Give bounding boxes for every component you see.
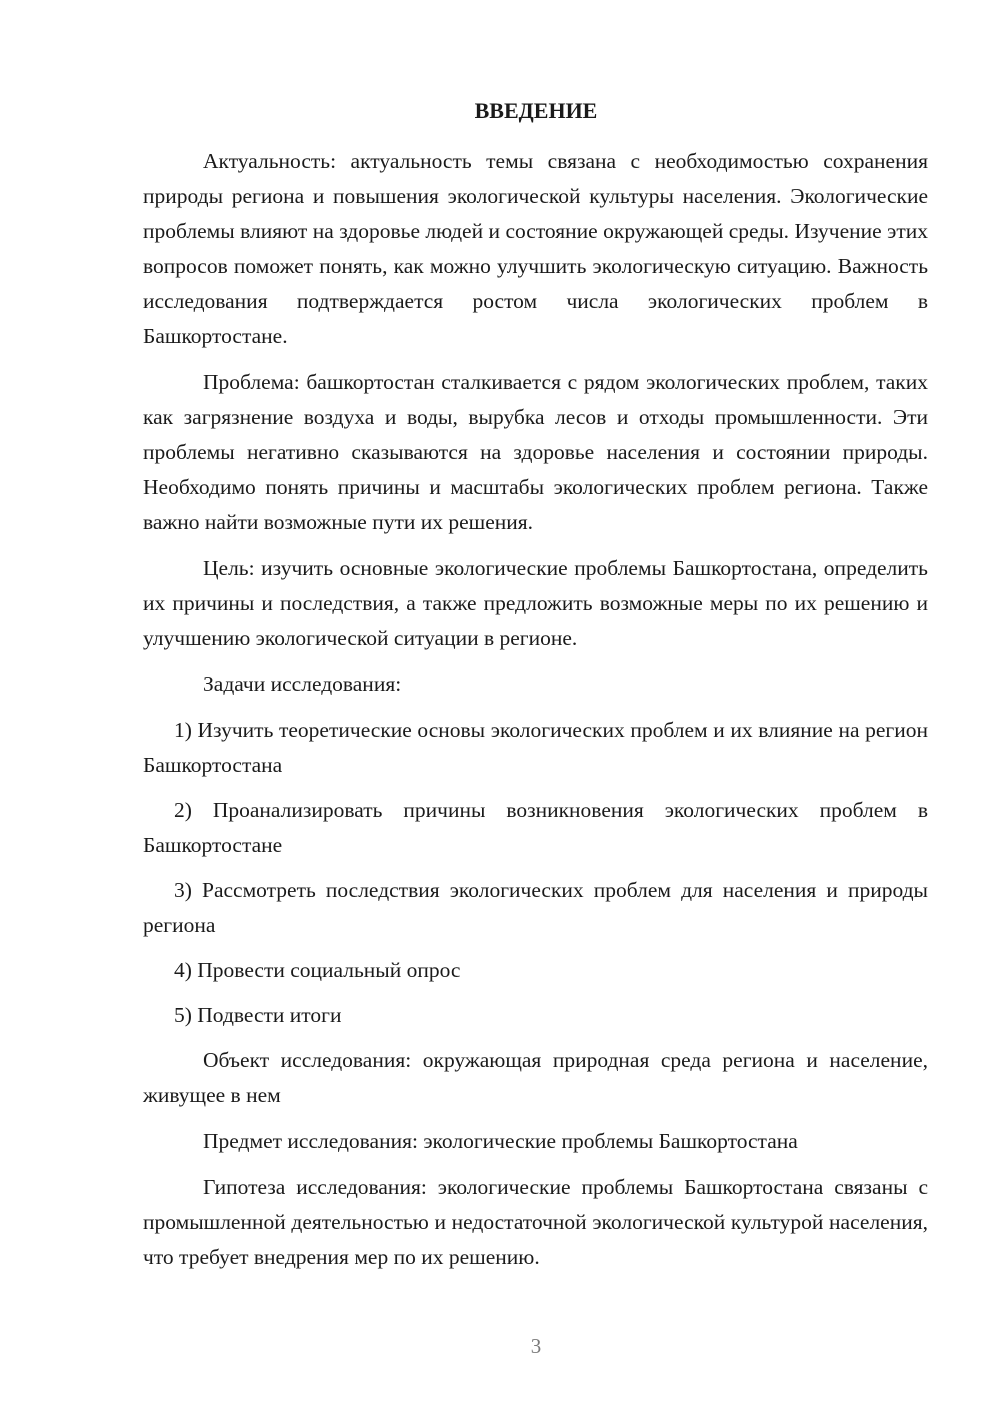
task-item-2: 2) Проанализировать причины возникновения экологических проблем в Башкортостане: [143, 798, 928, 857]
relevance-paragraph: Актуальность: актуальность темы связана с необходимостью сохранения природы региона и повышения экологической культуры населения. Экологические проблемы влияют на здоровье людей и состояние окружающей среды. Изучение этих вопросов поможет понять, как можно улучшить экологическую ситуацию. Важность исследования подтверждается ростом числа экологических проблем в Башкортостане.: [143, 149, 928, 348]
hypothesis-paragraph: Гипотеза исследования: экологические проблемы Башкортостана связаны с промышленной деятельностью и недостаточной экологической культурой населения, что требует внедрения мер по их решению.: [143, 1175, 928, 1269]
subject-paragraph: Предмет исследования: экологические проблемы Башкортостана: [203, 1129, 798, 1153]
task-item-1: 1) Изучить теоретические основы экологических проблем и их влияние на регион Башкортостана: [143, 718, 928, 777]
document-body: [143, 144, 928, 1286]
object-paragraph: Объект исследования: окружающая природная среда региона и население, живущее в нем: [143, 1048, 928, 1107]
problem-paragraph: Проблема: башкортостан сталкивается с рядом экологических проблем, таких как загрязнение воздуха и воды, вырубка лесов и отходы промышленности. Эти проблемы негативно сказываются на здоровье населения и состоянии природы. Необходимо понять причины и масштабы экологических проблем региона. Также важно найти возможные пути их решения.: [143, 370, 928, 534]
goal-paragraph: Цель: изучить основные экологические проблемы Башкортостана, определить их причины и последствия, а также предложить возможные меры по их решению и улучшению экологической ситуации в регионе.: [143, 556, 928, 650]
page-title: ВВЕДЕНИЕ: [474, 98, 598, 123]
task-item-4: 4) Провести социальный опрос: [174, 958, 461, 982]
page-number: 3: [530, 1334, 542, 1358]
tasks-heading: Задачи исследования:: [203, 672, 402, 696]
task-item-5: 5) Подвести итоги: [174, 1003, 342, 1027]
task-item-3: 3) Рассмотреть последствия экологических проблем для населения и природы региона: [143, 878, 928, 937]
